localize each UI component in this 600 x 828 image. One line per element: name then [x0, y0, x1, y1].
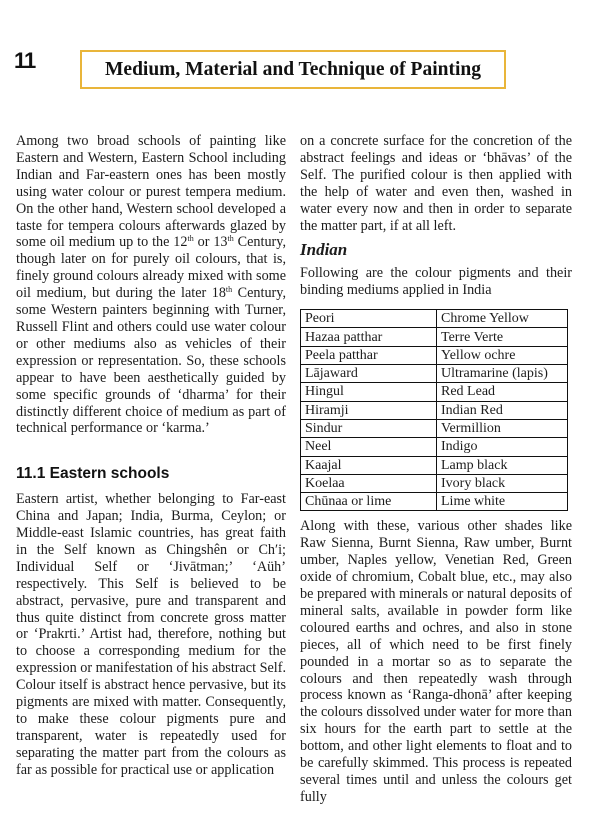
- intro-paragraph: [16, 133, 286, 437]
- english-name-cell: Terre Verte: [437, 328, 568, 346]
- english-name-cell: Ivory black: [437, 474, 568, 492]
- indian-name-cell: Hazaa patthar: [301, 328, 437, 346]
- left-column: [16, 133, 286, 779]
- text-run: Century, some Western painters beginning with Turner, Russell Flint and others could use water colour or other mediums also as vehicles of their expression or representation. So, these schools appear to have been aesthetically guided by some specific grounds of ‘dharma’ for their distinctly different choice of medium as part of technical performance or ‘karma.’: [16, 285, 286, 437]
- text-run: or 13: [193, 234, 228, 251]
- english-name-cell: Lime white: [437, 493, 568, 511]
- text-run: Century, though later on for purely oil colours, that is, finely ground colours already mixed with some oil medium, but during the later 18: [16, 234, 286, 302]
- chapter-number: 11: [14, 48, 36, 73]
- indian-name-cell: Koelaa: [301, 474, 437, 492]
- superscript: th: [227, 234, 234, 244]
- indian-name-cell: Chūnaa or lime: [301, 493, 437, 511]
- indian-name-cell: Sindur: [301, 419, 437, 437]
- section-heading: 11.1 Eastern schools: [16, 465, 170, 483]
- english-name-cell: Chrome Yellow: [437, 310, 568, 328]
- eastern-schools-paragraph: Eastern artist, whether belonging to Far-east China and Japan; India, Burma, Ceylon; or Middle-east Islamic countries, has great faith in the Self known as Chingshên or Ch′i; Individual Self or ‘Jivātman;’ ‘Aüh’ respectively. This Self is believed to be abstract, pervasive, pure and transparent and thus quite distinct from concrete gross matter or ‘Prakrti.’ Artist had, therefore, nothing but to choose a corresponding medium for the expression or manifestation of his abstract Self. Colour itself is abstract hence pervasive, but its pigments are mixed with matter. Consequently, to make these colour pigments pure and transparent, water is repeatedly used for separating the matter part from the colours as far as possible for practical use or application: [16, 491, 286, 778]
- text-run: Among two broad schools of painting like Eastern and Western, Eastern School including Indian and Far-eastern ones has been mostly using water colour or purest tempera medium. On the other hand, Western school developed a taste for tempera colours afterwards glazed by some oil medium up to the 12: [16, 133, 286, 251]
- indian-name-cell: Hiramji: [301, 401, 437, 419]
- right-column: [300, 133, 572, 806]
- superscript: th: [187, 234, 194, 244]
- superscript: th: [225, 285, 233, 295]
- table-intro: Following are the colour pigments and their binding mediums applied in India: [300, 265, 572, 299]
- indian-name-cell: Hingul: [301, 383, 437, 401]
- continuation-paragraph: on a concrete surface for the concretion of the abstract feelings and ideas or ‘bhāvas’ of the Self. The purified colour is then applied with the help of water and even then, washed in water every now and then in order to separate the matter part, if at all left.: [300, 133, 572, 234]
- english-name-cell: Indian Red: [437, 401, 568, 419]
- after-table-paragraph: Along with these, various other shades like Raw Sienna, Burnt Sienna, Raw umber, Burnt umber, Naples yellow, Venetian Red, Green oxide of chromium, Cobalt blue, etc., may also be prepared with minerals or natural deposits of mineral salts, available in powder form like coloured earths and ochres, and also in stone pieces, all of which need to be first finely pounded in a mortar so as to separate the colours and then repeatedly wash through process known as ‘Ranga-dhonā’ after keeping the colours dissolved under water for more than six hours for the earth part to settle at the bottom, and other light elements to float and to be carefully skimmed. This process is repeated several times until and unless the colours get fully: [300, 518, 572, 805]
- english-name-cell: Lamp black: [437, 456, 568, 474]
- table-row: [301, 310, 568, 328]
- table-row: [301, 456, 568, 474]
- english-name-cell: Indigo: [437, 438, 568, 456]
- chapter-title-box: [80, 50, 506, 89]
- indian-name-cell: Peori: [301, 310, 437, 328]
- subheading-indian: Indian: [300, 240, 348, 260]
- english-name-cell: Ultramarine (lapis): [437, 365, 568, 383]
- english-name-cell: Vermillion: [437, 419, 568, 437]
- english-name-cell: Yellow ochre: [437, 346, 568, 364]
- pigment-table: [300, 309, 568, 511]
- pigment-table-body: [301, 310, 568, 511]
- indian-name-cell: Lājaward: [301, 365, 437, 383]
- table-row: [301, 328, 568, 346]
- table-row: [301, 474, 568, 492]
- english-name-cell: Red Lead: [437, 383, 568, 401]
- indian-name-cell: Peela patthar: [301, 346, 437, 364]
- table-row: [301, 438, 568, 456]
- table-row: [301, 401, 568, 419]
- table-row: [301, 493, 568, 511]
- table-row: [301, 383, 568, 401]
- table-row: [301, 365, 568, 383]
- chapter-title: Medium, Material and Technique of Painting: [105, 58, 481, 80]
- indian-name-cell: Neel: [301, 438, 437, 456]
- indian-name-cell: Kaajal: [301, 456, 437, 474]
- table-row: [301, 419, 568, 437]
- table-row: [301, 346, 568, 364]
